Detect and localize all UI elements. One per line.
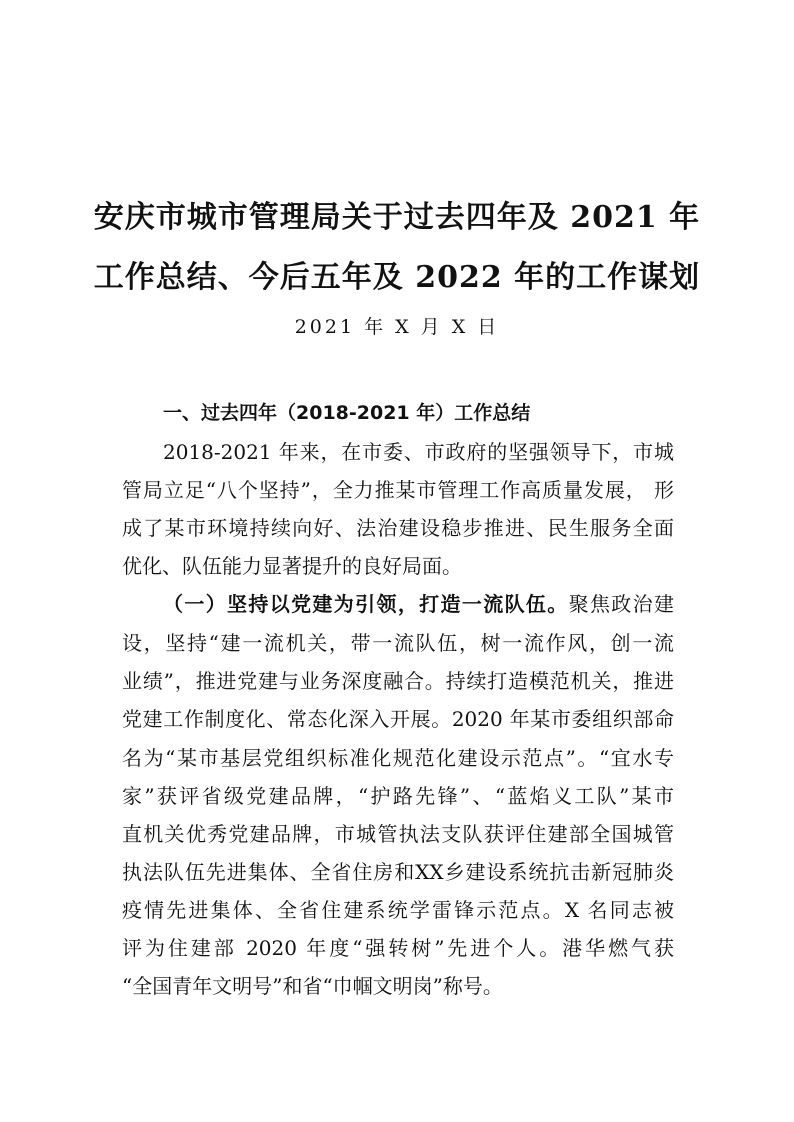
paragraph-line: 评为住建部 2020 年度“强转树”先进个人。港华燃气获 — [122, 936, 674, 960]
paragraph-line: 2018-2021 年来，在市委、市政府的坚强领导下，市城 — [163, 440, 674, 464]
paragraph-line: 管局立足“八个坚持”，全力推某市管理工作高质量发展， 形 — [122, 478, 674, 502]
paragraph-line: 设，坚持“建一流机关，带一流队伍，树一流作风，创一流 — [122, 631, 674, 655]
paragraph-line: 家”获评省级党建品牌，“护路先锋”、“蓝焰义工队”某市 — [122, 784, 674, 808]
section-heading: 一、过去四年（2018-2021 年）工作总结 — [163, 402, 531, 424]
paragraph-text: 聚焦政治建 — [568, 592, 675, 616]
paragraph-line: “全国青年文明号”和省“巾帼文明岗”称号。 — [122, 974, 503, 998]
paragraph-line: 疫情先进集体、全省住建系统学雷锋示范点。X 名同志被 — [122, 898, 674, 922]
document-date: 2021 年 X 月 X 日 — [294, 316, 500, 338]
paragraph-line: 党建工作制度化、常态化深入开展。2020 年某市委组织部命 — [122, 707, 674, 731]
paragraph-line: 执法队伍先进集体、全省住房和XX乡建设系统抗击新冠肺炎 — [122, 860, 674, 884]
subsection-lead: （一）坚持以党建为引领，打造一流队伍。 — [163, 592, 569, 616]
paragraph-line: 名为“某市基层党组织标准化规范化建设示范点”。“宜水专 — [122, 746, 674, 770]
paragraph-line: 优化、队伍能力显著提升的良好局面。 — [122, 554, 462, 578]
document-title-line-1: 安庆市城市管理局关于过去四年及 2021 年 — [93, 200, 701, 235]
document-title-line-2: 工作总结、今后五年及 2022 年的工作谋划 — [93, 260, 701, 295]
paragraph-line: 业绩”，推进党建与业务深度融合。持续打造模范机关，推进 — [122, 669, 674, 693]
paragraph-line — [163, 588, 674, 617]
paragraph-line: 直机关优秀党建品牌，市城管执法支队获评住建部全国城管 — [122, 822, 674, 846]
paragraph-line: 成了某市环境持续向好、法治建设稳步推进、民生服务全面 — [122, 516, 674, 540]
